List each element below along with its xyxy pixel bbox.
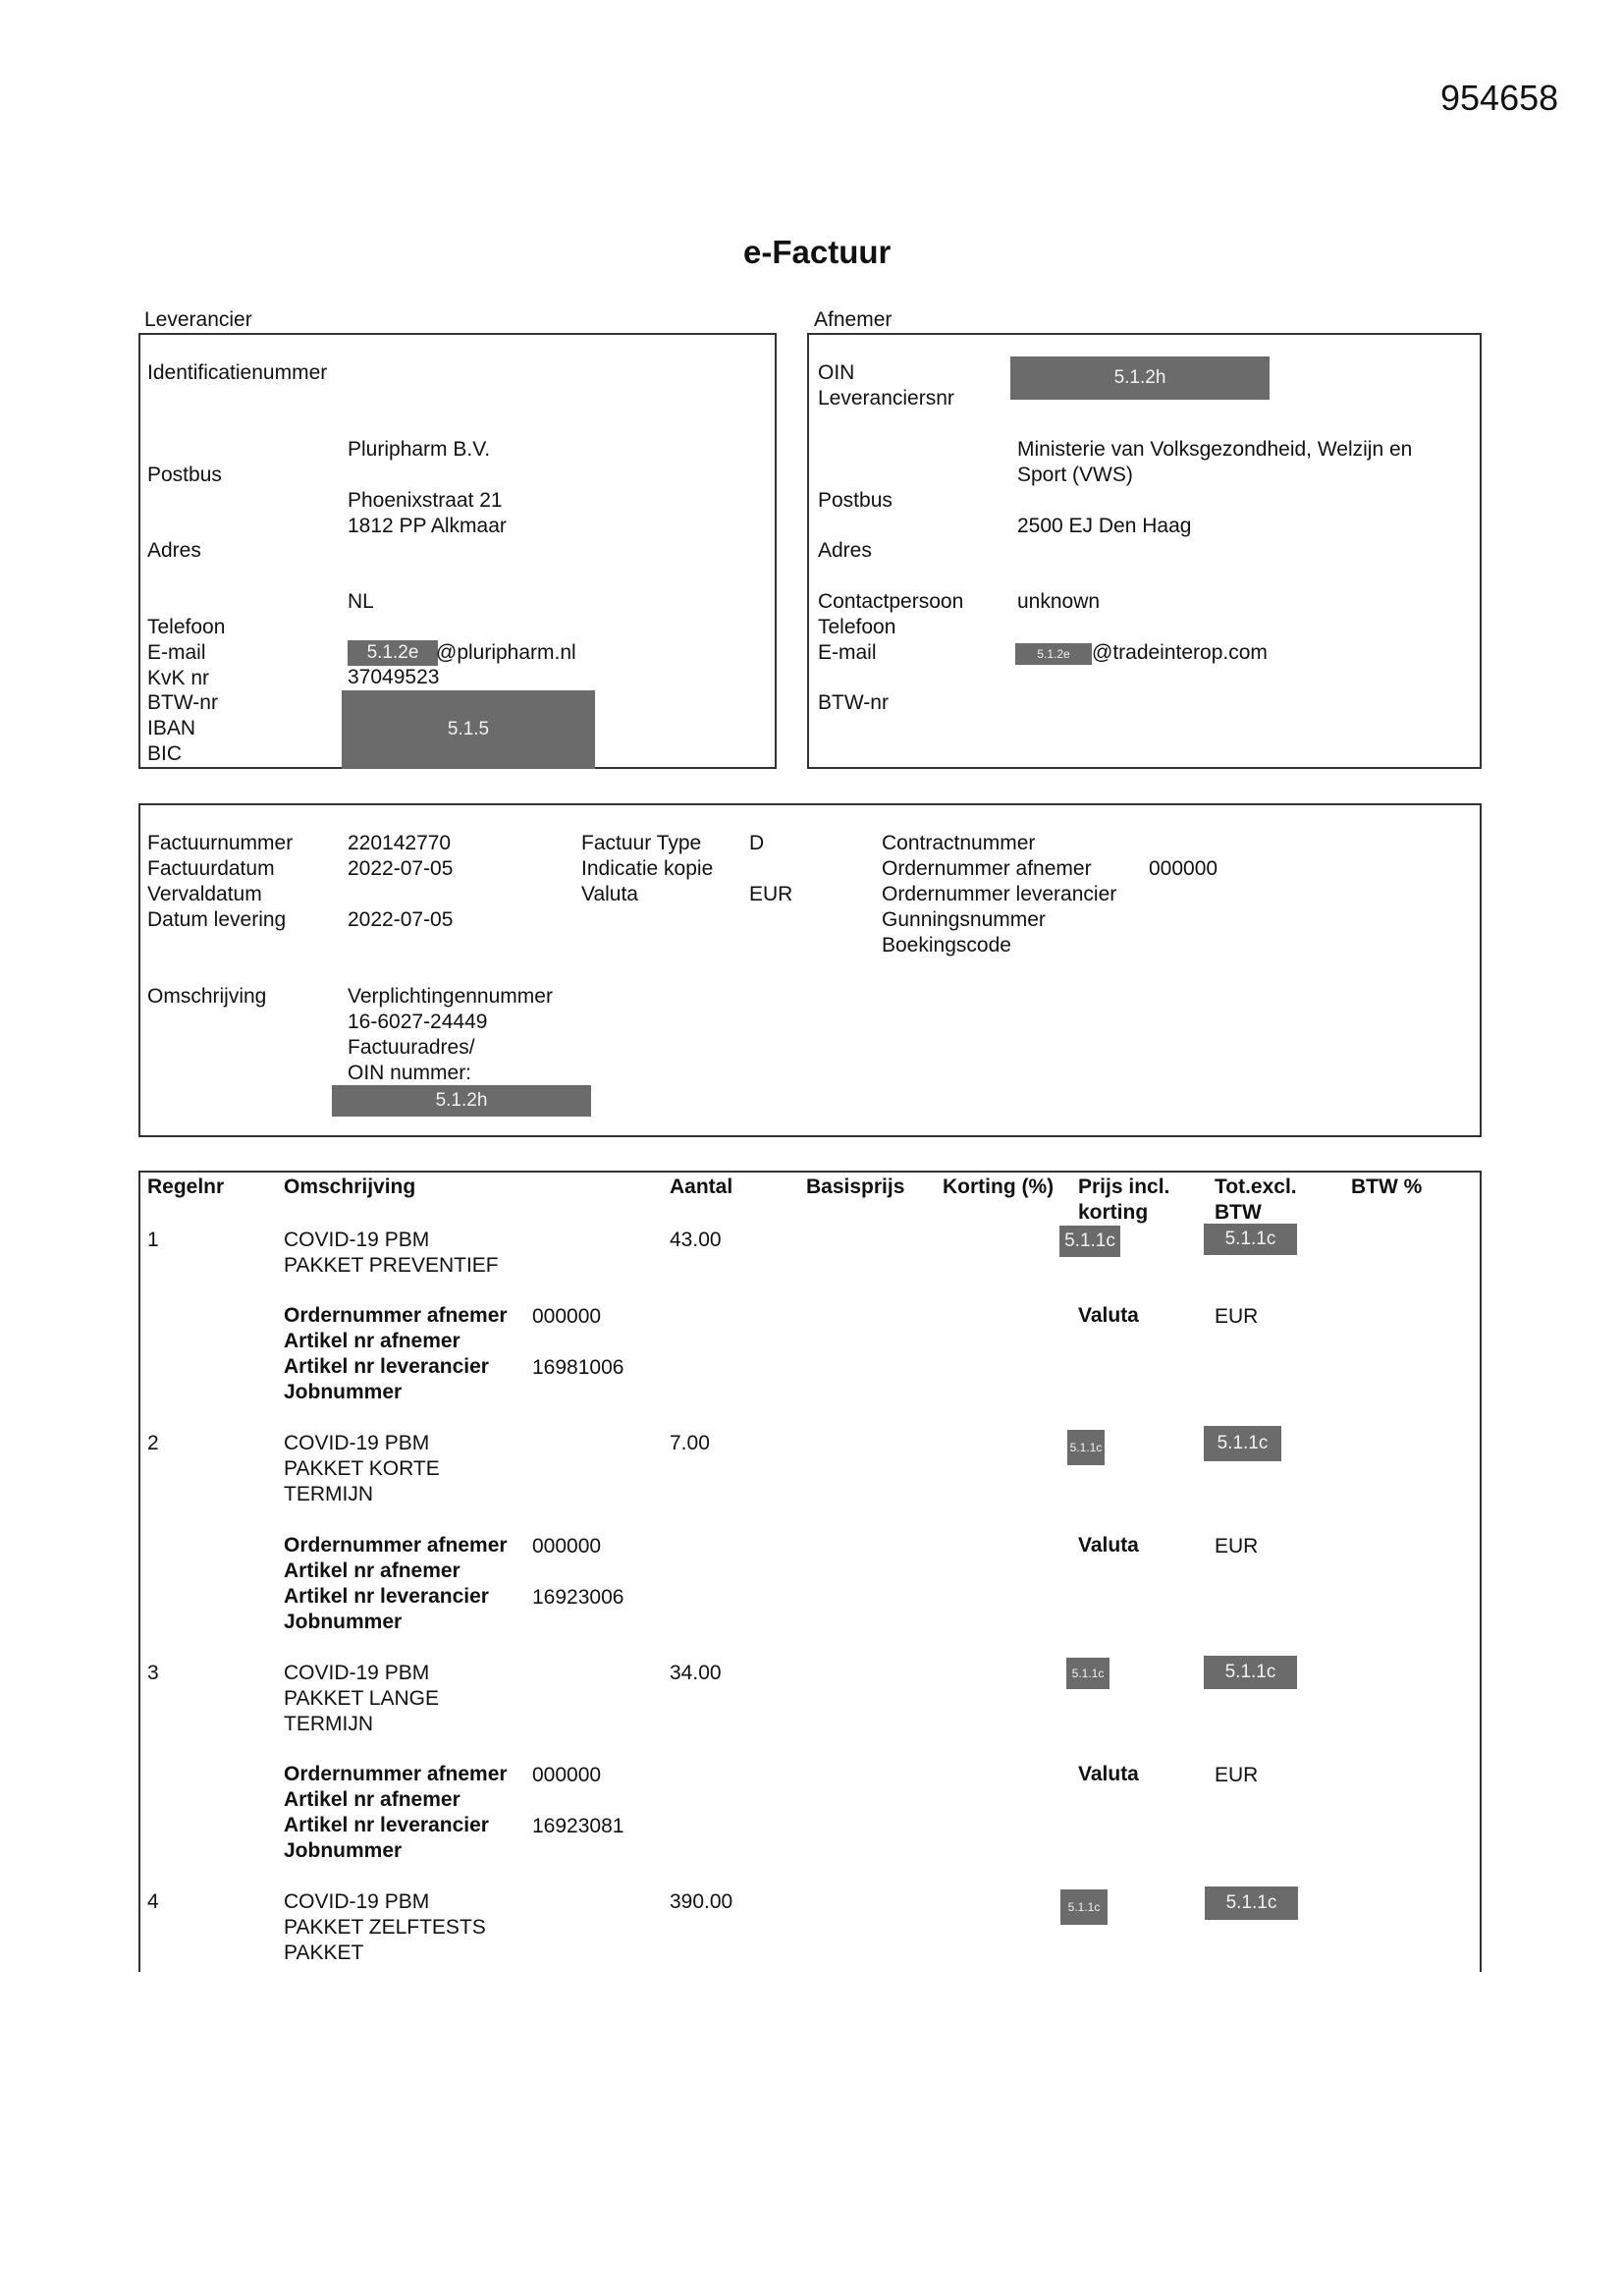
- row-3-aantal: 34.00: [670, 1662, 722, 1684]
- row-4-aantal: 390.00: [670, 1890, 733, 1913]
- omschrijving-line: OIN nummer:: [348, 1062, 472, 1084]
- valuta-label: Valuta: [581, 883, 638, 905]
- leverancier-box: [138, 333, 777, 769]
- omschrijving-line: Verplichtingennummer: [348, 985, 553, 1008]
- header-basisprijs: Basisprijs: [806, 1175, 905, 1198]
- datum-levering-value: 2022-07-05: [348, 908, 454, 931]
- btw-label: BTW-nr: [147, 691, 218, 714]
- factuurdatum-value: 2022-07-05: [348, 857, 454, 880]
- gunningsnummer-label: Gunningsnummer: [882, 908, 1046, 931]
- header-aantal: Aantal: [670, 1175, 733, 1198]
- header-korting: Korting (%): [943, 1175, 1055, 1198]
- postbus-label: Postbus: [147, 464, 222, 486]
- row-2-artikel-afnemer-label: Artikel nr afnemer: [284, 1559, 460, 1582]
- row-2-artikel-leverancier-label: Artikel nr leverancier: [284, 1585, 489, 1608]
- header-prijs-line2: korting: [1078, 1201, 1149, 1224]
- row-1-desc-line1: COVID-19 PBM: [284, 1229, 430, 1251]
- factuurdatum-label: Factuurdatum: [147, 857, 275, 880]
- row-3-tot-redaction: 5.1.1c: [1204, 1656, 1297, 1689]
- row-3-ordernummer-value: 000000: [532, 1764, 602, 1786]
- telefoon-label: Telefoon: [147, 616, 226, 638]
- afnemer-adres-label: Adres: [818, 539, 872, 562]
- afnemer-section-label: Afnemer: [814, 308, 893, 331]
- header-btw: BTW %: [1351, 1175, 1423, 1198]
- supplier-city: 1812 PP Alkmaar: [348, 515, 507, 537]
- row-2-regelnr: 2: [147, 1432, 159, 1454]
- row-2-valuta-label: Valuta: [1078, 1534, 1139, 1557]
- oin-number-redaction: 5.1.2h: [332, 1085, 591, 1117]
- row-1-ordernummer-label: Ordernummer afnemer: [284, 1304, 508, 1327]
- invoice-lines-table: [138, 1171, 1482, 1972]
- supplier-country: NL: [348, 590, 374, 613]
- row-2-artikel-leverancier-value: 16923006: [532, 1586, 624, 1609]
- customer-city: 2500 EJ Den Haag: [1017, 515, 1192, 537]
- afnemer-box: [807, 333, 1482, 769]
- row-2-valuta-value: EUR: [1215, 1535, 1259, 1558]
- row-1-artikel-afnemer-label: Artikel nr afnemer: [284, 1330, 460, 1352]
- indicatie-kopie-label: Indicatie kopie: [581, 857, 714, 880]
- header-prijs-line1: Prijs incl.: [1078, 1175, 1170, 1198]
- contactpersoon-label: Contactpersoon: [818, 590, 964, 613]
- row-4-desc-line3: PAKKET: [284, 1941, 364, 1964]
- leveranciersnr-label: Leveranciersnr: [818, 387, 954, 410]
- row-3-ordernummer-label: Ordernummer afnemer: [284, 1763, 508, 1785]
- kvk-label: KvK nr: [147, 667, 210, 689]
- omschrijving-line: 16-6027-24449: [348, 1011, 488, 1033]
- row-1-regelnr: 1: [147, 1229, 159, 1251]
- oin-label: OIN: [818, 361, 855, 384]
- afnemer-email-label: E-mail: [818, 641, 877, 664]
- supplier-email-domain: @pluripharm.nl: [436, 641, 576, 664]
- vervaldatum-label: Vervaldatum: [147, 883, 262, 905]
- customer-name-line1: Ministerie van Volksgezondheid, Welzijn en: [1017, 438, 1413, 461]
- bic-label: BIC: [147, 742, 183, 765]
- row-3-jobnummer-label: Jobnummer: [284, 1839, 403, 1862]
- boekingscode-label: Boekingscode: [882, 934, 1011, 957]
- ordernummer-afnemer-value: 000000: [1149, 857, 1218, 880]
- row-1-artikel-leverancier-label: Artikel nr leverancier: [284, 1355, 489, 1378]
- row-2-prijs-redaction: 5.1.1c: [1067, 1430, 1105, 1465]
- valuta-value: EUR: [749, 883, 793, 905]
- row-2-tot-redaction: 5.1.1c: [1204, 1426, 1281, 1461]
- bank-redaction: 5.1.5: [342, 690, 595, 769]
- row-2-desc-line3: TERMIJN: [284, 1483, 373, 1505]
- datum-levering-label: Datum levering: [147, 908, 287, 931]
- row-1-prijs-redaction: 5.1.1c: [1059, 1226, 1120, 1257]
- row-3-prijs-redaction: 5.1.1c: [1066, 1658, 1110, 1689]
- page-title: e-Factuur: [743, 234, 892, 270]
- header-regelnr: Regelnr: [147, 1175, 225, 1198]
- row-3-desc-line2: PAKKET LANGE: [284, 1687, 439, 1710]
- row-1-valuta-label: Valuta: [1078, 1304, 1139, 1327]
- afnemer-btw-label: BTW-nr: [818, 691, 889, 714]
- row-3-artikel-afnemer-label: Artikel nr afnemer: [284, 1788, 460, 1811]
- kvk-value: 37049523: [348, 666, 440, 688]
- afnemer-email-redaction: 5.1.2e: [1015, 643, 1092, 665]
- header-tot-line1: Tot.excl.: [1215, 1175, 1297, 1198]
- omschrijving-label: Omschrijving: [147, 985, 267, 1008]
- row-3-valuta-value: EUR: [1215, 1764, 1259, 1786]
- row-4-desc-line2: PAKKET ZELFTESTS: [284, 1916, 486, 1939]
- row-1-desc-line2: PAKKET PREVENTIEF: [284, 1254, 499, 1277]
- supplier-street: Phoenixstraat 21: [348, 489, 503, 512]
- row-1-ordernummer-value: 000000: [532, 1305, 602, 1328]
- oin-redaction: 5.1.2h: [1010, 356, 1270, 400]
- afnemer-telefoon-label: Telefoon: [818, 616, 896, 638]
- row-1-tot-redaction: 5.1.1c: [1204, 1224, 1297, 1255]
- row-3-artikel-leverancier-label: Artikel nr leverancier: [284, 1814, 489, 1836]
- row-1-jobnummer-label: Jobnummer: [284, 1381, 403, 1403]
- iban-label: IBAN: [147, 717, 196, 739]
- row-4-desc-line1: COVID-19 PBM: [284, 1890, 430, 1913]
- customer-email-domain: @tradeinterop.com: [1092, 641, 1268, 664]
- header-tot-line2: BTW: [1215, 1201, 1262, 1224]
- leverancier-section-label: Leverancier: [144, 308, 252, 331]
- factuurnummer-value: 220142770: [348, 832, 452, 854]
- row-1-valuta-value: EUR: [1215, 1305, 1259, 1328]
- factuur-type-value: D: [749, 832, 765, 854]
- row-2-desc-line2: PAKKET KORTE: [284, 1457, 440, 1480]
- row-3-valuta-label: Valuta: [1078, 1763, 1139, 1785]
- row-3-desc-line3: TERMIJN: [284, 1713, 373, 1735]
- row-2-ordernummer-label: Ordernummer afnemer: [284, 1534, 508, 1557]
- factuur-type-label: Factuur Type: [581, 832, 702, 854]
- invoice-details-box: [138, 803, 1482, 1137]
- row-3-regelnr: 3: [147, 1662, 159, 1684]
- ordernummer-afnemer-label: Ordernummer afnemer: [882, 857, 1092, 880]
- row-3-desc-line1: COVID-19 PBM: [284, 1662, 430, 1684]
- header-omschrijving: Omschrijving: [284, 1175, 416, 1198]
- row-4-tot-redaction: 5.1.1c: [1205, 1886, 1298, 1920]
- factuurnummer-label: Factuurnummer: [147, 832, 294, 854]
- row-2-aantal: 7.00: [670, 1432, 710, 1454]
- adres-label: Adres: [147, 539, 201, 562]
- row-2-ordernummer-value: 000000: [532, 1535, 602, 1558]
- row-4-regelnr: 4: [147, 1890, 159, 1913]
- email-redaction: 5.1.2e: [348, 640, 438, 666]
- row-2-desc-line1: COVID-19 PBM: [284, 1432, 430, 1454]
- email-label: E-mail: [147, 641, 206, 664]
- customer-name-line2: Sport (VWS): [1017, 464, 1133, 486]
- identificatienummer-label: Identificatienummer: [147, 361, 328, 384]
- contractnummer-label: Contractnummer: [882, 832, 1036, 854]
- contactpersoon-value: unknown: [1017, 590, 1101, 613]
- ordernummer-leverancier-label: Ordernummer leverancier: [882, 883, 1117, 905]
- afnemer-postbus-label: Postbus: [818, 489, 893, 512]
- row-1-aantal: 43.00: [670, 1229, 722, 1251]
- row-3-artikel-leverancier-value: 16923081: [532, 1815, 624, 1837]
- supplier-name: Pluripharm B.V.: [348, 438, 491, 461]
- row-4-prijs-redaction: 5.1.1c: [1060, 1889, 1108, 1925]
- row-1-artikel-leverancier-value: 16981006: [532, 1356, 624, 1379]
- document-number: 954658: [1440, 78, 1559, 118]
- omschrijving-line: Factuuradres/: [348, 1036, 475, 1059]
- row-2-jobnummer-label: Jobnummer: [284, 1611, 403, 1633]
